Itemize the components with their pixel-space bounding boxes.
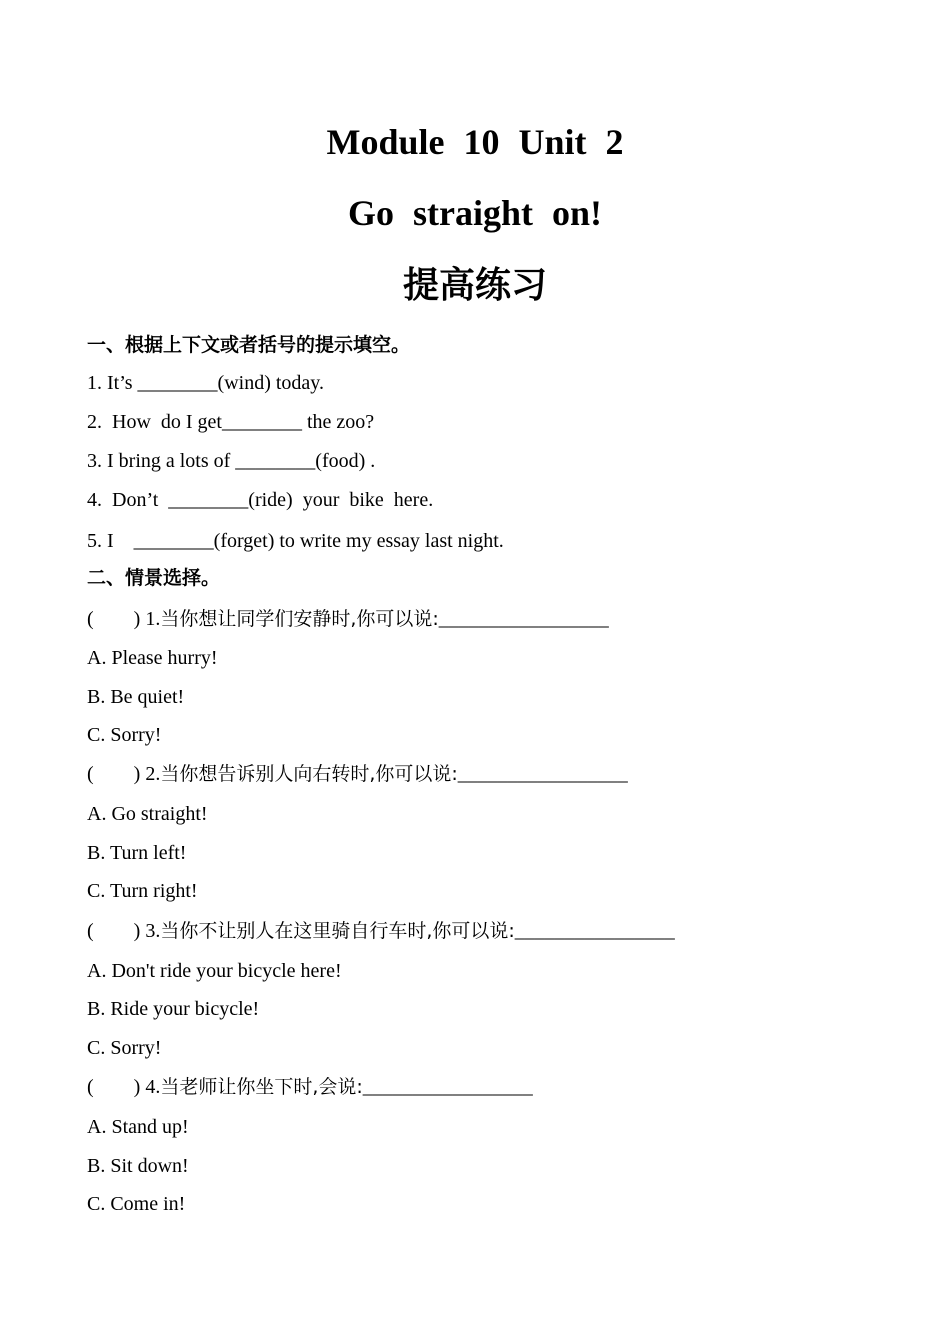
question-2-number: ( ) 2. xyxy=(87,763,161,785)
question-2-option-b: B. Turn left! xyxy=(87,842,187,864)
question-4-number: ( ) 4. xyxy=(87,1076,161,1098)
question-2-text: 当你想告诉别人向右转时,你可以说: xyxy=(160,763,458,785)
question-2-blank: _________________ xyxy=(457,763,628,785)
question-1-option-a: A. Please hurry! xyxy=(87,647,218,669)
question-4-option-b: B. Sit down! xyxy=(87,1155,189,1177)
question-2-option-c: C. Turn right! xyxy=(87,880,198,902)
question-3-stem xyxy=(87,921,675,941)
fill-item-3: 3. I bring a lots of ________(food) . xyxy=(87,450,376,472)
question-1-number: ( ) 1. xyxy=(87,608,161,630)
question-3-number: ( ) 3. xyxy=(87,920,161,942)
question-1-option-c: C. Sorry! xyxy=(87,724,162,746)
question-4-option-a: A. Stand up! xyxy=(87,1116,189,1138)
question-4-option-c: C. Come in! xyxy=(87,1193,186,1215)
section-2-heading: 二、情景选择。 xyxy=(87,567,221,589)
question-4-text: 当老师让你坐下时,会说: xyxy=(160,1076,363,1098)
question-2-option-a: A. Go straight! xyxy=(87,803,208,825)
section-1-heading: 一、根据上下文或者括号的提示填空。 xyxy=(87,334,411,356)
fill-item-1: 1. It’s ________(wind) today. xyxy=(87,372,325,394)
question-3-blank: ________________ xyxy=(514,920,675,942)
question-3-option-b: B. Ride your bicycle! xyxy=(87,998,260,1020)
fill-item-2: 2. How do I get________ the zoo? xyxy=(87,411,375,433)
question-1-stem xyxy=(87,609,609,629)
question-4-blank: _________________ xyxy=(362,1076,533,1098)
fill-item-5: 5. I ________(forget) to write my essay last night. xyxy=(87,530,504,552)
question-1-blank: _________________ xyxy=(438,608,609,630)
question-1-option-b: B. Be quiet! xyxy=(87,686,185,708)
title-lesson: Go straight on! xyxy=(348,193,602,233)
question-2-stem xyxy=(87,764,628,784)
question-3-option-a: A. Don't ride your bicycle here! xyxy=(87,960,342,982)
question-3-option-c: C. Sorry! xyxy=(87,1037,162,1059)
fill-item-4: 4. Don’t ________(ride) your bike here. xyxy=(87,489,434,511)
question-1-text: 当你想让同学们安静时,你可以说: xyxy=(160,608,439,630)
question-3-text: 当你不让别人在这里骑自行车时,你可以说: xyxy=(160,920,515,942)
title-practice: 提高练习 xyxy=(402,265,547,306)
question-4-stem xyxy=(87,1077,533,1097)
title-module: Module 10 Unit 2 xyxy=(326,122,624,162)
